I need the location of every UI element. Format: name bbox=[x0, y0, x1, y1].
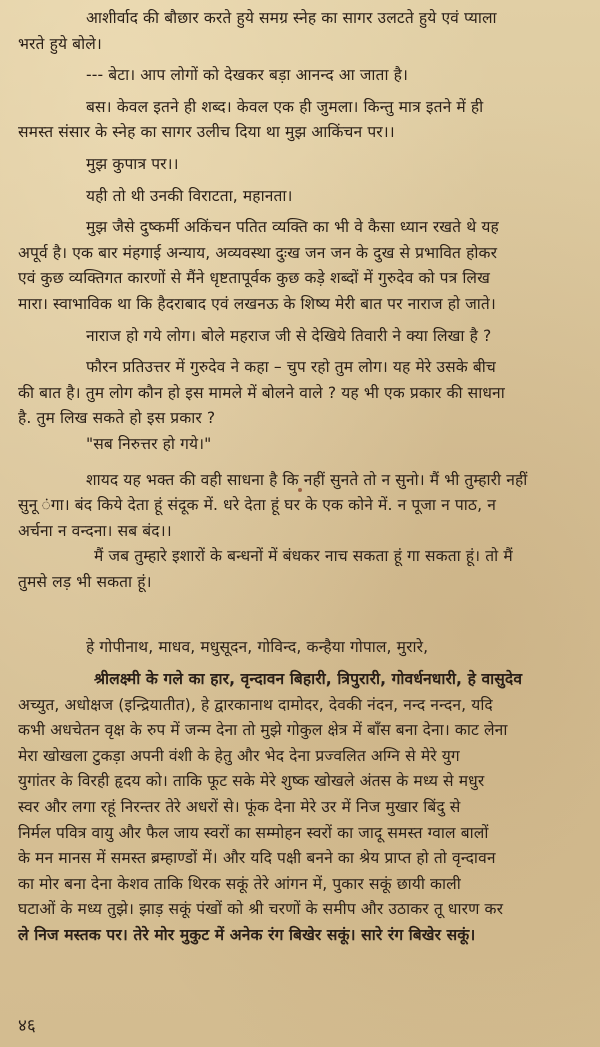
text-line: --- बेटा। आप लोगों को देखकर बड़ा आनन्द आ जाता है। bbox=[86, 66, 409, 85]
text-line: समस्त संसार के स्नेह का सागर उलीच दिया था मुझ आकिंचन पर।। bbox=[18, 123, 395, 142]
paragraph-viratata bbox=[18, 184, 592, 210]
text-line: हे गोपीनाथ, माधव, मधुसूदन, गोविन्द, कन्हैया गोपाल, मुरारे, bbox=[86, 638, 429, 657]
paragraph-kupatra bbox=[18, 152, 592, 178]
text-line: मैं जब तुम्हारे इशारों के बन्धनों में बंधकर नाच सकता हूं गा सकता हूं। तो मैं bbox=[94, 547, 513, 566]
page-number: ४६ bbox=[18, 1016, 36, 1036]
paragraph-blessing bbox=[18, 6, 592, 57]
text-line: अपूर्व है। एक बार मंहगाई अन्याय, अव्यवस्था दुःख जन जन के दुख से प्रभावित होकर bbox=[18, 243, 498, 262]
text-line: मारा। स्वाभाविक था कि हैदराबाद एवं लखनऊ के शिष्य मेरी बात पर नाराज हो जाते। bbox=[18, 294, 496, 313]
text-line: कभी अधचेतन वृक्ष के रुप में जन्म देना तो मुझे गोकुल क्षेत्र में बाँस बना देना। काट लेना bbox=[18, 721, 508, 740]
text-line: एवं कुछ व्यक्तिगत कारणों से मैंने धृष्टतापूर्वक कुछ कड़े शब्दों में गुरुदेव को पत्र लिख bbox=[18, 269, 490, 288]
paragraph-invocation bbox=[18, 635, 592, 661]
ink-speck bbox=[298, 488, 302, 492]
text-line: फौरन प्रतिउत्तर में गुरुदेव ने कहा – चुप रहो तुम लोग। यह मेरे उसके बीच bbox=[86, 358, 496, 377]
paragraph-sadhana bbox=[18, 468, 592, 545]
text-line: मुझ जैसे दुष्कर्मी अकिंचन पतित व्यक्ति का भी वे कैसा ध्यान रखते थे यह bbox=[86, 218, 499, 237]
text-line: युगांतर के विरही हृदय को। ताकि फूट सके मेरे शुष्क खोखले अंतस के मध्य से मधुर bbox=[18, 772, 485, 791]
text-line: स्वर और लगा रहूं निरन्तर तेरे अधरों से। फूंक देना मेरे उर में निज मुखार बिंदु से bbox=[18, 798, 461, 817]
text-line: के मन मानस में समस्त ब्रम्हाण्डों में। और यदि पक्षी बनने का श्रेय प्राप्त हो तो वृन्दावन bbox=[18, 849, 496, 868]
text-line: बस। केवल इतने ही शब्द। केवल एक ही जुमला। किन्तु मात्र इतने में ही bbox=[86, 97, 484, 116]
text-line: निर्मल पवित्र वायु और फैल जाय स्वरों का सम्मोहन स्वरों का जादू समस्त ग्वाल बालों bbox=[18, 823, 489, 842]
text-line: श्रीलक्ष्मी के गले का हार, वृन्दावन बिहारी, त्रिपुरारी, गोवर्धनधारी, हे वासुदेव bbox=[94, 670, 523, 689]
text-line: का मोर बना देना केशव ताकि थिरक सकूं तेरे आंगन में, पुकार सकूं छायी काली bbox=[18, 874, 461, 893]
paragraph-reply bbox=[18, 355, 592, 432]
text-line: "सब निरुत्तर हो गये।" bbox=[86, 434, 212, 453]
page-body-text bbox=[18, 6, 592, 949]
paragraph-beta bbox=[18, 63, 592, 89]
text-line: मुझ कुपात्र पर।। bbox=[86, 154, 179, 173]
text-line: की बात है। तुम लोग कौन हो इस मामले में बोलने वाले ? यह भी एक प्रकार की साधना bbox=[18, 383, 505, 402]
text-line: है. तुम लिख सकते हो इस प्रकार ? bbox=[18, 409, 216, 428]
paragraph-ladna bbox=[18, 544, 592, 595]
text-line: अर्चना न वन्दना। सब बंद।। bbox=[18, 521, 172, 540]
text-line: तुमसे लड़ भी सकता हूं। bbox=[18, 572, 152, 591]
text-line: ले निज मस्तक पर। तेरे मोर मुकुट में अनेक रंग बिखेर सकूं। सारे रंग बिखेर सकूं। bbox=[18, 926, 476, 944]
paragraph-naraj bbox=[18, 324, 592, 350]
text-line: भरते हुये बोले। bbox=[18, 34, 102, 53]
text-line: मेरा खोखला टुकड़ा अपनी वंशी के हेतु और भेद देना प्रज्वलित अग्नि से मेरे युग bbox=[18, 746, 460, 765]
paragraph-speechless bbox=[18, 432, 592, 458]
text-line: घटाओं के मध्य तुझे। झाड़ सकूं पंखों को श्री चरणों के समीप और उठाकर तू धारण कर bbox=[18, 900, 504, 919]
text-line: आशीर्वाद की बौछार करते हुये समग्र स्नेह का सागर उलटते हुये एवं प्याला bbox=[86, 9, 497, 27]
paragraph-prayer bbox=[18, 667, 592, 949]
text-line: सुनू ंगा। बंद किये देता हूं संदूक में. धरे देता हूं घर के एक कोने में. न पूजा न पाठ, न bbox=[18, 496, 496, 515]
paragraph-bas bbox=[18, 95, 592, 146]
text-line: नाराज हो गये लोग। बोले महराज जी से देखिये तिवारी ने क्या लिखा है ? bbox=[86, 326, 492, 345]
text-line: अच्युत, अधोक्षज (इन्द्रियातीत), हे द्वारकानाथ दामोदर, देवकी नंदन, नन्द नन्दन, यदि bbox=[18, 695, 493, 714]
text-line: शायद यह भक्त की वही साधना है कि नहीं सुनते तो न सुनो। मैं भी तुम्हारी नहीं bbox=[86, 470, 528, 489]
text-line: यही तो थी उनकी विराटता, महानता। bbox=[86, 186, 293, 205]
paragraph-letter bbox=[18, 215, 592, 317]
